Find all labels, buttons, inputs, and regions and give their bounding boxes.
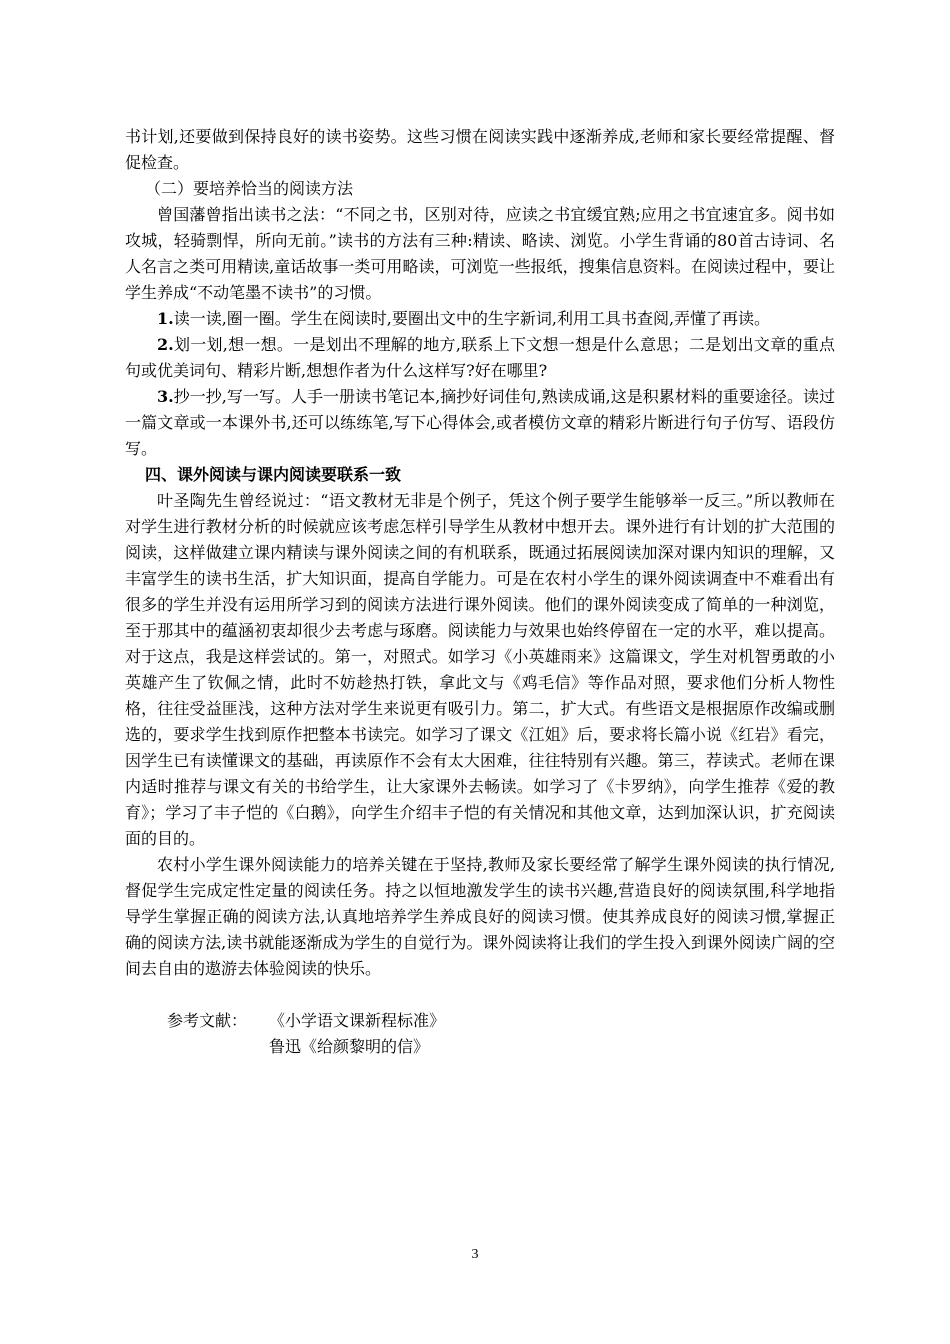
step-item-1 [125,306,835,332]
step-item-3 [125,384,835,462]
paragraph-reading-methods: 曾国藩曾指出读书之法：“不同之书，区别对待，应读之书宜缓宜熟;应用之书宜速宜多。阅书如攻城，轻骑剽悍，所向无前。”读书的方法有三种:精读、略读、浏览。小学生背诵的80首古诗词、名人名言之类可用精读,童话故事一类可用略读，可浏览一些报纸，搜集信息资料。在阅读过程中，要让学生养成“不动笔墨不读书”的习惯。 [125,205,835,302]
reference-row [167,1008,835,1034]
step-item-2 [125,332,835,384]
heading-section-four: 四、课外阅读与课内阅读要联系一致 [145,465,402,484]
paragraph-ye-shengtao: 叶圣陶先生曾经说过：“语文教材无非是个例子，凭这个例子要学生能够举一反三。”所以教师在对学生进行教材分析的时候就应该考虑怎样引导学生从教材中想开去。课外进行有计划的扩大范围的阅读，这样做建立课内精读与课外阅读之间的有机联系，既通过拓展阅读加深对课内知识的理解，又丰富学生的读书生活，扩大知识面，提高自学能力。可是在农村小学生的课外阅读调查中不难看出有很多的学生并没有运用所学习到的阅读方法进行课外阅读。他们的课外阅读变成了简单的一种浏览，至于那其中的蕴涵初衷却很少去考虑与琢磨。阅读能力与效果也始终停留在一定的水平，难以提高。对于这点，我是这样尝试的。第一，对照式。如学习《小英雄雨来》这篇课文，学生对机智勇敢的小英雄产生了钦佩之情，此时不妨趁热打铁，拿此文与《鸡毛信》等作品对照，要求他们分析人物性格，往往受益匪浅，这种方法对学生来说更有吸引力。第二，扩大式。有些语文是根据原作改编或删选的，要求学生找到原作把整本书读完。如学习了课文《江姐》后，要求将长篇小说《红岩》看完，因学生已有读懂课文的基础，再读原作不会有太大困难，往往特别有兴趣。第三，荐读式。老师在课内适时推荐与课文有关的书给学生，让大家课外去畅读。如学习了《卡罗纳》，向学生推荐《爱的教育》；学习了丰子恺的《白鹅》，向学生介绍丰子恺的有关情况和其他文章，达到加深认识，扩充阅读面的目的。 [125,491,835,848]
reference-row [167,1034,835,1060]
references-block [125,1008,835,1060]
step-number: 3. [157,387,174,406]
reference-item: 鲁迅《给颜黎明的信》 [269,1037,430,1056]
document-body [125,124,835,1060]
step-text: 抄一抄,写一写。人手一册读书笔记本,摘抄好词佳句,熟读成诵,这是积累材料的重要途径。读过一篇文章或一本课外书,还可以练练笔,写下心得体会,或者模仿文章的精彩片断进行句子仿写、语段仿写。 [125,387,835,458]
references-label: 参考文献： [167,1011,248,1030]
reference-item: 《小学语文课新程标准》 [269,1011,446,1030]
page-number: 3 [471,1247,479,1262]
step-number: 1. [157,309,174,328]
paragraph-intro: 书计划,还要做到保持良好的读书姿势。这些习惯在阅读实践中逐渐养成,老师和家长要经常提醒、督促检查。 [125,127,835,172]
step-number: 2. [157,335,174,354]
step-text: 划一划,想一想。一是划出不理解的地方,联系上下文想一想是什么意思；二是划出文章的重点句或优美词句、精彩片断,想想作者为什么这样写?好在哪里? [125,335,835,380]
paragraph-conclusion: 农村小学生课外阅读能力的培养关键在于坚持,教师及家长要经常了解学生课外阅读的执行情况,督促学生完成定性定量的阅读任务。持之以恒地激发学生的读书兴趣,营造良好的阅读氛围,科学地指导学生掌握正确的阅读方法,认真地培养学生养成良好的阅读习惯。使其养成良好的阅读习惯,掌握正确的阅读方法,读书就能逐渐成为学生的自觉行为。课外阅读将让我们的学生投入到课外阅读广阔的空间去自由的遨游去体验阅读的快乐。 [125,855,835,978]
step-text: 读一读,圈一圈。学生在阅读时,要圈出文中的生字新词,利用工具书查阅,弄懂了再读。 [173,309,771,328]
heading-reading-methods: （二）要培养恰当的阅读方法 [145,179,354,198]
